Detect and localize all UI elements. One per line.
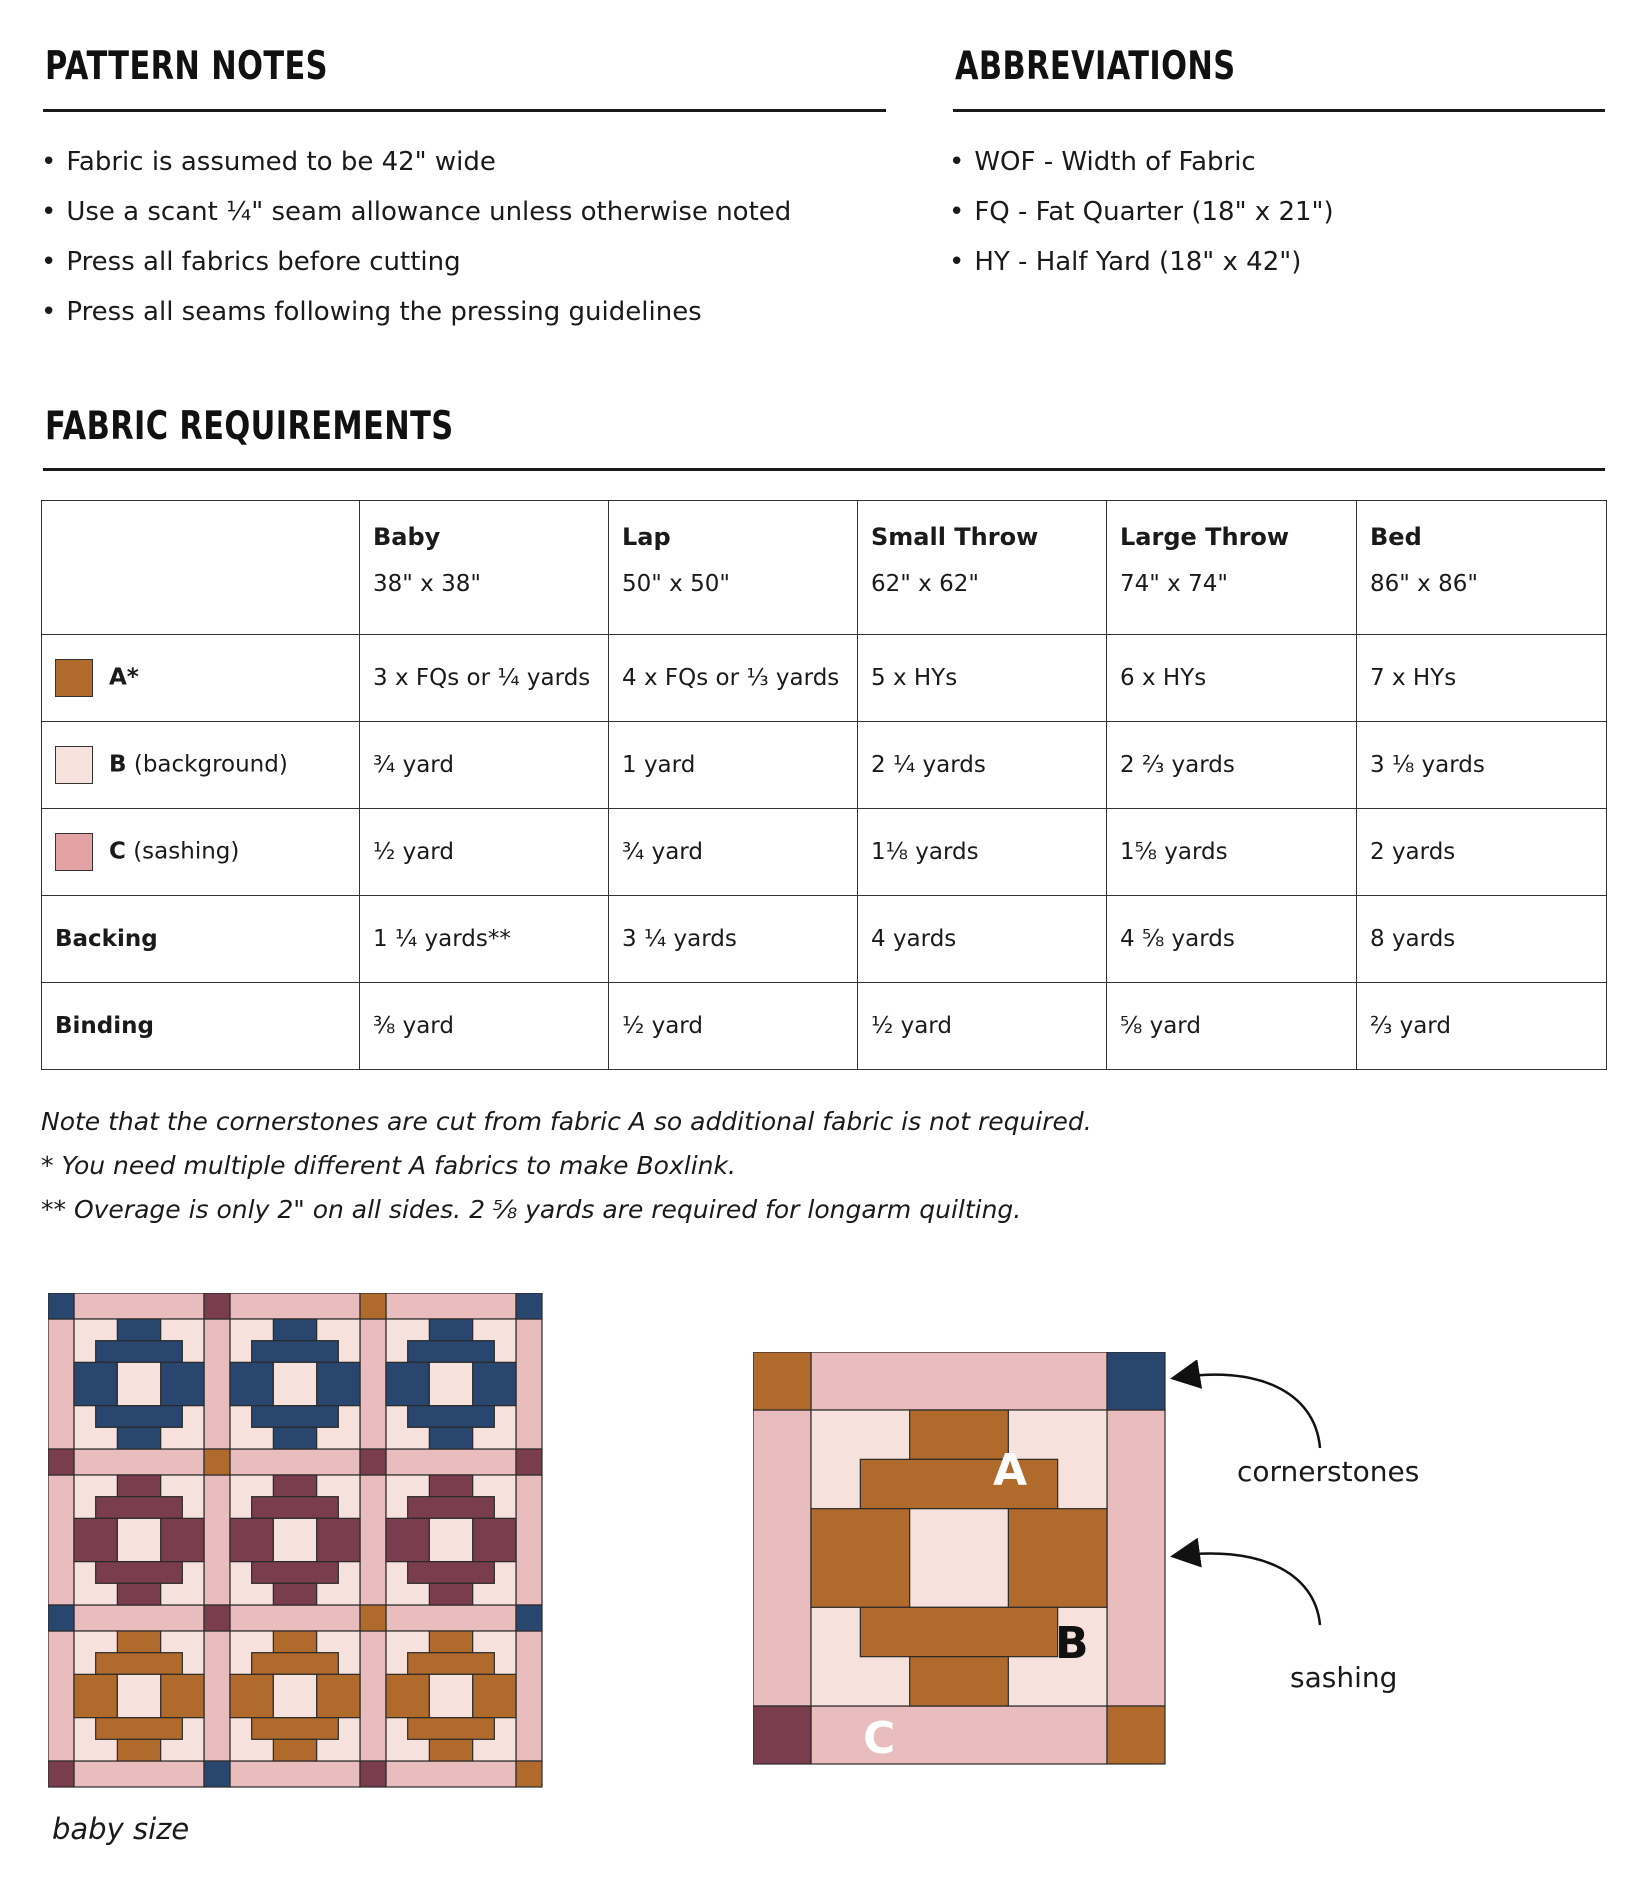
fabric-a-piece bbox=[473, 1362, 516, 1405]
sashing-strip bbox=[74, 1449, 204, 1475]
sashing-right bbox=[1107, 1410, 1165, 1706]
footnote: Note that the cornerstones are cut from fabric A so additional fabric is not required. bbox=[41, 1107, 1092, 1136]
table-cell: 1 ¼ yards** bbox=[360, 896, 609, 983]
cornerstone bbox=[360, 1761, 386, 1787]
table-cell: ¾ yard bbox=[360, 722, 609, 809]
quilt-block bbox=[230, 1631, 360, 1761]
fabric-a-piece bbox=[860, 1459, 1057, 1508]
fabric-a-piece bbox=[273, 1583, 316, 1605]
fabric-a-piece bbox=[273, 1427, 316, 1449]
table-cell: 4 x FQs or ⅓ yards bbox=[609, 635, 858, 722]
fabric-a-piece bbox=[429, 1319, 472, 1341]
fabric-a-piece bbox=[117, 1631, 160, 1653]
fabric-a-piece bbox=[117, 1583, 160, 1605]
pattern-notes-list bbox=[41, 137, 791, 337]
cornerstone bbox=[516, 1449, 542, 1475]
fabric-a-piece bbox=[230, 1674, 273, 1717]
footnote: ** Overage is only 2" on all sides. 2 ⅝ yards are required for longarm quilting. bbox=[41, 1195, 1022, 1224]
list-item: • Press all fabrics before cutting bbox=[41, 237, 791, 287]
sashing-strip bbox=[230, 1605, 360, 1631]
cornerstone bbox=[516, 1293, 542, 1319]
table-cell: 1⅝ yards bbox=[1107, 809, 1357, 896]
center-square bbox=[273, 1518, 316, 1561]
abbreviations-rule bbox=[953, 109, 1605, 112]
fabric-b-label: B bbox=[1055, 1618, 1089, 1669]
cornerstone bbox=[1107, 1352, 1165, 1410]
fabric-a-piece bbox=[252, 1341, 339, 1363]
fabric-a-piece bbox=[117, 1319, 160, 1341]
fabric-a-piece bbox=[74, 1674, 117, 1717]
center-square bbox=[910, 1509, 1009, 1608]
list-item: • Fabric is assumed to be 42" wide bbox=[41, 137, 791, 187]
list-item: • Use a scant ¼" seam allowance unless otherwise noted bbox=[41, 187, 791, 237]
footnotes bbox=[41, 1100, 1092, 1232]
fabric-a-piece bbox=[273, 1475, 316, 1497]
fabric-a-piece bbox=[386, 1674, 429, 1717]
fabric-a-piece bbox=[273, 1739, 316, 1761]
sashing-strip bbox=[516, 1319, 542, 1449]
cornerstone bbox=[360, 1605, 386, 1631]
sashing-strip bbox=[360, 1475, 386, 1605]
diagram-arrows bbox=[1165, 1360, 1335, 1680]
fabric-a-piece bbox=[317, 1674, 360, 1717]
fabric-a-piece bbox=[252, 1653, 339, 1675]
sashing-strip bbox=[48, 1319, 74, 1449]
fabric-a-piece bbox=[252, 1497, 339, 1519]
sashing-strip bbox=[48, 1475, 74, 1605]
sashing-strip bbox=[386, 1293, 516, 1319]
fabric-b-swatch bbox=[55, 746, 93, 784]
table-cell: 8 yards bbox=[1357, 896, 1607, 983]
center-square bbox=[429, 1518, 472, 1561]
table-cell: 3 ⅛ yards bbox=[1357, 722, 1607, 809]
fabric-a-piece bbox=[161, 1362, 204, 1405]
fabric-a-piece bbox=[408, 1718, 495, 1740]
fabric-label-cell: C (sashing) bbox=[42, 809, 360, 896]
fabric-a-piece bbox=[96, 1497, 183, 1519]
table-row bbox=[42, 809, 1607, 896]
quilt-caption: baby size bbox=[52, 1812, 190, 1846]
fabric-a-piece bbox=[230, 1362, 273, 1405]
footnote: * You need multiple different A fabrics to make Boxlink. bbox=[41, 1151, 736, 1180]
size-header: Small Throw 62" x 62" bbox=[858, 501, 1107, 635]
sashing-strip bbox=[516, 1475, 542, 1605]
sashing-strip bbox=[74, 1293, 204, 1319]
fabric-a-piece bbox=[74, 1362, 117, 1405]
sashing-strip bbox=[230, 1449, 360, 1475]
fabric-a-piece bbox=[96, 1562, 183, 1584]
list-item: • HY - Half Yard (18" x 42") bbox=[949, 237, 1334, 287]
cornerstone bbox=[516, 1761, 542, 1787]
fabric-a-piece bbox=[96, 1718, 183, 1740]
fabric-a-piece bbox=[74, 1518, 117, 1561]
quilt-block bbox=[74, 1631, 204, 1761]
fabric-a-piece bbox=[473, 1674, 516, 1717]
center-square bbox=[429, 1674, 472, 1717]
cornerstone bbox=[48, 1605, 74, 1631]
fabric-a-piece bbox=[429, 1427, 472, 1449]
sashing-arrow bbox=[1175, 1553, 1320, 1625]
pattern-notes-heading: PATTERN NOTES bbox=[45, 44, 328, 89]
table-cell: 3 x FQs or ¼ yards bbox=[360, 635, 609, 722]
sashing-strip bbox=[230, 1761, 360, 1787]
cornerstone bbox=[204, 1605, 230, 1631]
fabric-a-piece bbox=[429, 1583, 472, 1605]
table-cell: ½ yard bbox=[360, 809, 609, 896]
table-row bbox=[42, 635, 1607, 722]
center-square bbox=[117, 1362, 160, 1405]
center-square bbox=[429, 1362, 472, 1405]
fabric-a-piece bbox=[429, 1739, 472, 1761]
cornerstone bbox=[48, 1761, 74, 1787]
cornerstone bbox=[516, 1605, 542, 1631]
sashing-strip bbox=[48, 1631, 74, 1761]
list-item: • Press all seams following the pressing guidelines bbox=[41, 287, 791, 337]
fabric-a-piece bbox=[1008, 1509, 1107, 1608]
sashing-strip bbox=[74, 1605, 204, 1631]
table-cell: ⅔ yard bbox=[1357, 983, 1607, 1070]
sashing-top bbox=[811, 1352, 1107, 1410]
table-header-row bbox=[42, 501, 1607, 635]
size-header: Bed 86" x 86" bbox=[1357, 501, 1607, 635]
pattern-notes-rule bbox=[43, 109, 886, 112]
table-cell: 5 x HYs bbox=[858, 635, 1107, 722]
table-cell: 1 yard bbox=[609, 722, 858, 809]
fabric-a-piece bbox=[860, 1607, 1057, 1656]
fabric-a-piece bbox=[408, 1341, 495, 1363]
size-header: Large Throw 74" x 74" bbox=[1107, 501, 1357, 635]
fabric-a-piece bbox=[429, 1631, 472, 1653]
fabric-a-piece bbox=[386, 1362, 429, 1405]
fabric-a-piece bbox=[408, 1497, 495, 1519]
sashing-strip bbox=[204, 1631, 230, 1761]
fabric-a-piece bbox=[408, 1406, 495, 1428]
cornerstone bbox=[1107, 1706, 1165, 1764]
sashing-strip bbox=[204, 1319, 230, 1449]
sashing-label: sashing bbox=[1290, 1661, 1398, 1694]
cornerstones-arrow bbox=[1175, 1375, 1320, 1448]
sashing-left bbox=[753, 1410, 811, 1706]
fabric-a-piece bbox=[117, 1475, 160, 1497]
fabric-a-piece bbox=[252, 1406, 339, 1428]
cornerstone bbox=[204, 1449, 230, 1475]
center-square bbox=[273, 1362, 316, 1405]
abbreviations-list bbox=[949, 137, 1334, 287]
table-row bbox=[42, 896, 1607, 983]
cornerstone bbox=[48, 1293, 74, 1319]
size-header: Lap 50" x 50" bbox=[609, 501, 858, 635]
table-cell: 2 yards bbox=[1357, 809, 1607, 896]
fabric-a-piece bbox=[252, 1562, 339, 1584]
fabric-a-piece bbox=[161, 1518, 204, 1561]
fabric-label-cell: B (background) bbox=[42, 722, 360, 809]
cornerstone bbox=[204, 1293, 230, 1319]
sashing-strip bbox=[74, 1761, 204, 1787]
abbreviations-heading: ABBREVIATIONS bbox=[955, 44, 1236, 89]
quilt-block bbox=[74, 1475, 204, 1605]
sashing-strip bbox=[386, 1605, 516, 1631]
sashing-strip bbox=[516, 1631, 542, 1761]
table-row bbox=[42, 983, 1607, 1070]
table-cell: ¾ yard bbox=[609, 809, 858, 896]
fabric-c-label: C bbox=[863, 1713, 896, 1764]
quilt-block bbox=[230, 1319, 360, 1449]
table-cell: 3 ¼ yards bbox=[609, 896, 858, 983]
fabric-requirements-rule bbox=[43, 468, 1605, 471]
table-corner-cell bbox=[42, 501, 360, 635]
backing-label-cell: Backing bbox=[42, 896, 360, 983]
fabric-label-cell: A* bbox=[42, 635, 360, 722]
fabric-a-label: A bbox=[993, 1445, 1028, 1496]
cornerstone bbox=[753, 1706, 811, 1764]
sashing-strip bbox=[360, 1319, 386, 1449]
center-square bbox=[117, 1674, 160, 1717]
fabric-a-piece bbox=[96, 1653, 183, 1675]
fabric-a-piece bbox=[273, 1631, 316, 1653]
table-cell: 4 yards bbox=[858, 896, 1107, 983]
table-cell: 2 ⅔ yards bbox=[1107, 722, 1357, 809]
fabric-a-piece bbox=[408, 1562, 495, 1584]
table-cell: ⅝ yard bbox=[1107, 983, 1357, 1070]
fabric-a-piece bbox=[429, 1475, 472, 1497]
table-cell: ½ yard bbox=[858, 983, 1107, 1070]
cornerstone bbox=[360, 1293, 386, 1319]
size-header: Baby 38" x 38" bbox=[360, 501, 609, 635]
fabric-a-piece bbox=[117, 1739, 160, 1761]
fabric-a-piece bbox=[811, 1509, 910, 1608]
sashing-strip bbox=[230, 1293, 360, 1319]
table-cell: 1⅛ yards bbox=[858, 809, 1107, 896]
fabric-a-piece bbox=[252, 1718, 339, 1740]
fabric-a-piece bbox=[273, 1319, 316, 1341]
fabric-a-piece bbox=[230, 1518, 273, 1561]
table-cell: 4 ⅝ yards bbox=[1107, 896, 1357, 983]
table-cell: ½ yard bbox=[609, 983, 858, 1070]
cornerstone bbox=[48, 1449, 74, 1475]
cornerstones-label: cornerstones bbox=[1237, 1455, 1420, 1488]
table-cell: 7 x HYs bbox=[1357, 635, 1607, 722]
quilt-block bbox=[230, 1475, 360, 1605]
list-item: • FQ - Fat Quarter (18" x 21") bbox=[949, 187, 1334, 237]
table-cell: 6 x HYs bbox=[1107, 635, 1357, 722]
fabric-a-piece bbox=[117, 1427, 160, 1449]
cornerstone bbox=[204, 1761, 230, 1787]
fabric-a-piece bbox=[96, 1341, 183, 1363]
sashing-strip bbox=[386, 1761, 516, 1787]
fabric-requirements-table bbox=[41, 500, 1607, 1070]
sashing-strip bbox=[386, 1449, 516, 1475]
fabric-a-piece bbox=[473, 1518, 516, 1561]
binding-label-cell: Binding bbox=[42, 983, 360, 1070]
quilt-illustration bbox=[48, 1293, 544, 1789]
table-row bbox=[42, 722, 1607, 809]
quilt-block bbox=[386, 1319, 516, 1449]
fabric-a-swatch bbox=[55, 659, 93, 697]
fabric-a-piece bbox=[161, 1674, 204, 1717]
fabric-a-piece bbox=[96, 1406, 183, 1428]
fabric-a-piece bbox=[386, 1518, 429, 1561]
quilt-block bbox=[74, 1319, 204, 1449]
table-cell: ⅜ yard bbox=[360, 983, 609, 1070]
center-square bbox=[273, 1674, 316, 1717]
sashing-bottom bbox=[811, 1706, 1107, 1764]
table-cell: 2 ¼ yards bbox=[858, 722, 1107, 809]
block-diagram bbox=[753, 1352, 1167, 1766]
fabric-a-piece bbox=[910, 1657, 1009, 1706]
list-item: • WOF - Width of Fabric bbox=[949, 137, 1334, 187]
fabric-c-swatch bbox=[55, 833, 93, 871]
fabric-a-piece bbox=[317, 1518, 360, 1561]
sashing-strip bbox=[204, 1475, 230, 1605]
quilt-block bbox=[386, 1631, 516, 1761]
fabric-requirements-heading: FABRIC REQUIREMENTS bbox=[45, 404, 454, 449]
cornerstone bbox=[360, 1449, 386, 1475]
sashing-strip bbox=[360, 1631, 386, 1761]
fabric-a-piece bbox=[317, 1362, 360, 1405]
quilt-block bbox=[386, 1475, 516, 1605]
fabric-a-piece bbox=[408, 1653, 495, 1675]
cornerstone bbox=[753, 1352, 811, 1410]
center-square bbox=[117, 1518, 160, 1561]
